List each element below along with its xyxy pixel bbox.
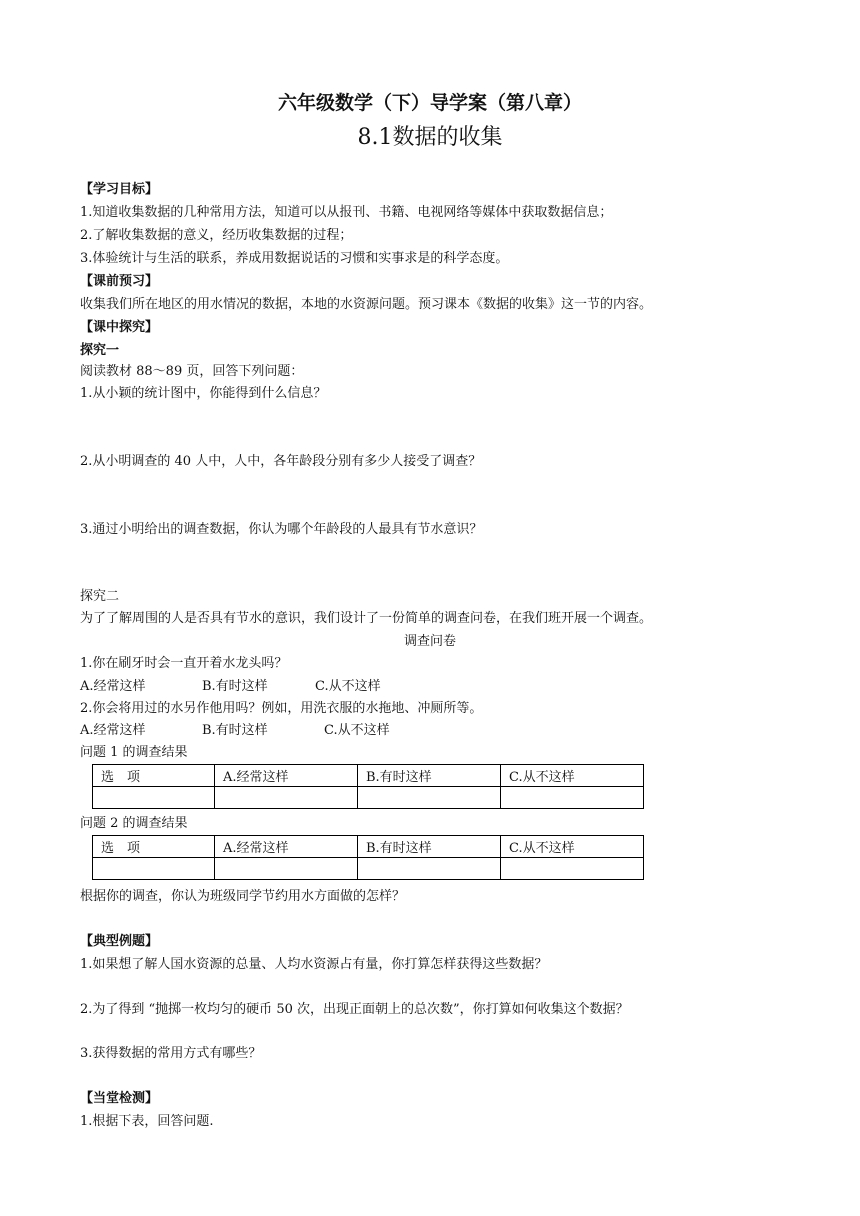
objective-item: 3.体验统计与生活的联系，养成用数据说话的习惯和实事求是的科学态度。 [80,251,509,266]
survey-question: 2.你会将用过的水另作他用吗？例如，用洗衣服的水拖地、冲厕所等。 [80,701,483,716]
table-header-cell: A.经常这样 [215,836,358,858]
check-heading: 【当堂检测】 [80,1091,159,1106]
option-c: C.从不这样 [324,723,390,738]
objective-item: 2.了解收集数据的意义，经历收集数据的过程； [80,228,353,243]
survey-options [80,678,381,696]
result2-label: 问题 2 的调查结果 [80,816,188,831]
explore2-heading: 探究二 [80,589,120,604]
table-header-cell: B.有时这样 [358,765,501,787]
explore1-intro: 阅读教材 88～89 页，回答下列问题： [80,364,304,379]
lesson-title: 8.1数据的收集 [357,125,503,150]
table-cell[interactable] [215,858,358,880]
option-b: B.有时这样 [202,679,268,694]
table-cell[interactable] [93,787,215,809]
example-item: 2.为了得到 “抛掷一枚均匀的硬币 50 次，出现正面朝上的总次数”，你打算如何收集这个数据？ [80,1002,629,1017]
explore1-question: 2.从小明调查的 40 人中，人中，各年龄段分别有多少人接受了调查？ [80,454,482,469]
table-cell[interactable] [501,787,644,809]
survey-question: 1.你在刷牙时会一直开着水龙头吗？ [80,656,288,671]
table-row [93,787,644,809]
explore1-heading: 探究一 [80,343,120,358]
check-item: 1.根据下表，回答问题. [80,1114,214,1129]
objective-item: 1.知道收集数据的几种常用方法，知道可以从报刊、书籍、电视网络等媒体中获取数据信息； [80,205,613,220]
example-item: 1.如果想了解人国水资源的总量、人均水资源占有量，你打算怎样获得这些数据？ [80,957,548,972]
table-row [93,858,644,880]
option-b: B.有时这样 [202,723,268,738]
table-header-row [93,836,644,858]
table-header-cell: A.经常这样 [215,765,358,787]
option-a: A.经常这样 [80,679,146,694]
explore1-question: 3.通过小明给出的调查数据，你认为哪个年龄段的人最具有节水意识？ [80,522,483,537]
result1-label: 问题 1 的调查结果 [80,745,188,760]
result1-table [92,764,644,809]
explore1-question: 1.从小颖的统计图中，你能得到什么信息？ [80,386,327,401]
explore2-intro: 为了了解周围的人是否具有节水的意识，我们设计了一份简单的调查问卷，在我们班开展一个调查。 [80,611,653,626]
preview-text: 收集我们所在地区的用水情况的数据，本地的水资源问题。预习课本《数据的收集》这一节的内容。 [80,297,653,312]
table-header-cell: B.有时这样 [358,836,501,858]
option-c: C.从不这样 [315,679,381,694]
table-cell[interactable] [358,858,501,880]
preview-heading: 【课前预习】 [80,274,159,289]
table-header-row [93,765,644,787]
survey-options [80,722,390,740]
document-title: 六年级数学（下）导学案（第八章） [277,92,582,114]
table-header-cell: 选 项 [93,836,215,858]
objectives-heading: 【学习目标】 [80,182,159,197]
table-header-cell: C.从不这样 [501,836,644,858]
table-cell[interactable] [215,787,358,809]
table-cell[interactable] [93,858,215,880]
table-header-cell: C.从不这样 [501,765,644,787]
option-a: A.经常这样 [80,723,146,738]
table-cell[interactable] [358,787,501,809]
inclass-heading: 【课中探究】 [80,320,159,335]
table-header-cell: 选 项 [93,765,215,787]
survey-title: 调查问卷 [403,634,456,649]
example-item: 3.获得数据的常用方式有哪些？ [80,1046,262,1061]
result2-table [92,835,644,880]
examples-heading: 【典型例题】 [80,934,159,949]
table-cell[interactable] [501,858,644,880]
survey-conclusion: 根据你的调查，你认为班级同学节约用水方面做的怎样？ [80,889,406,904]
